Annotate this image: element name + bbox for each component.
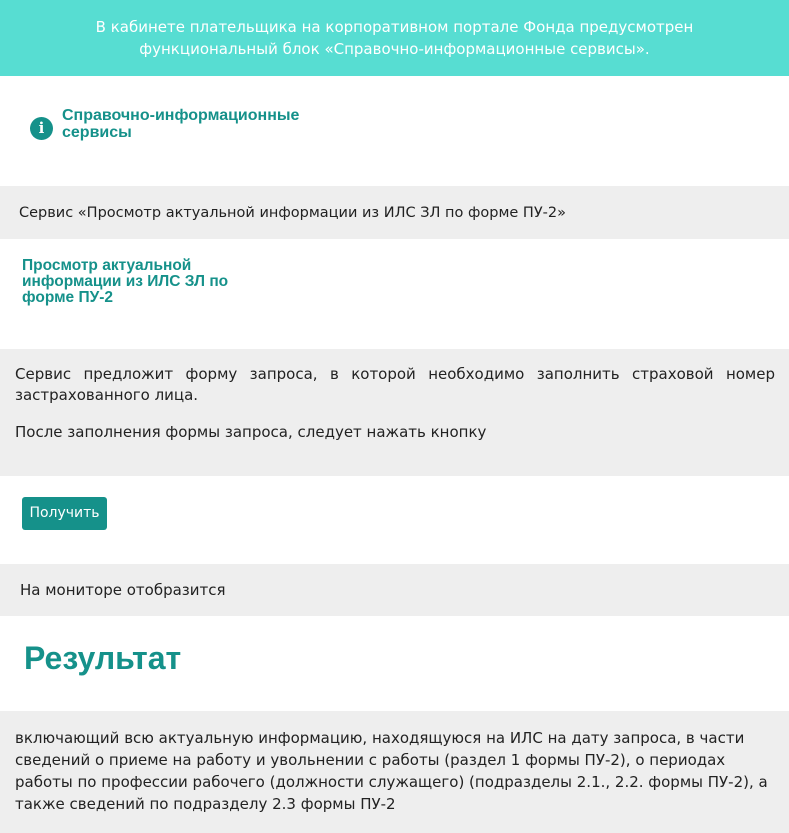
monitor-text: На мониторе отобразится — [20, 581, 226, 599]
button-section — [0, 476, 789, 564]
result-description-text: включающий всю актуальную информацию, находящуюся на ИЛС на дату запроса, в части сведений о приеме на работу и увольнении с работы (раздел 1 формы ПУ-2), о периодах работы по профессии рабочего (должности служащего) (подразделы 2.1., 2.2. формы ПУ-2), а также сведений по подразделу 2.3 формы ПУ-2 — [15, 729, 768, 813]
info-services-link[interactable]: Справочно-информационные сервисы — [62, 107, 300, 141]
pu2-view-link[interactable]: Просмотр актуальной информации из ИЛС ЗЛ по форме ПУ-2 — [22, 257, 229, 306]
get-button[interactable]: Получить — [22, 497, 107, 530]
description-paragraph-1: Сервис предложит форму запроса, в которой необходимо заполнить страховой номер застрахованного лица. — [15, 365, 775, 404]
description-paragraph-2: После заполнения формы запроса, следует нажать кнопку — [15, 423, 487, 441]
monitor-bar — [0, 564, 789, 616]
service-title-bar — [0, 186, 789, 239]
info-icon: i — [30, 117, 53, 140]
result-title: Результат — [24, 640, 182, 676]
service-title: Сервис «Просмотр актуальной информации из ИЛС ЗЛ по форме ПУ-2» — [19, 205, 566, 221]
intro-banner — [0, 0, 789, 76]
intro-banner-text: В кабинете плательщика на корпоративном портале Фонда предусмотрен функциональный блок «Справочно-информационные сервисы». — [95, 18, 694, 58]
service-description — [0, 349, 789, 476]
result-description — [0, 711, 789, 833]
